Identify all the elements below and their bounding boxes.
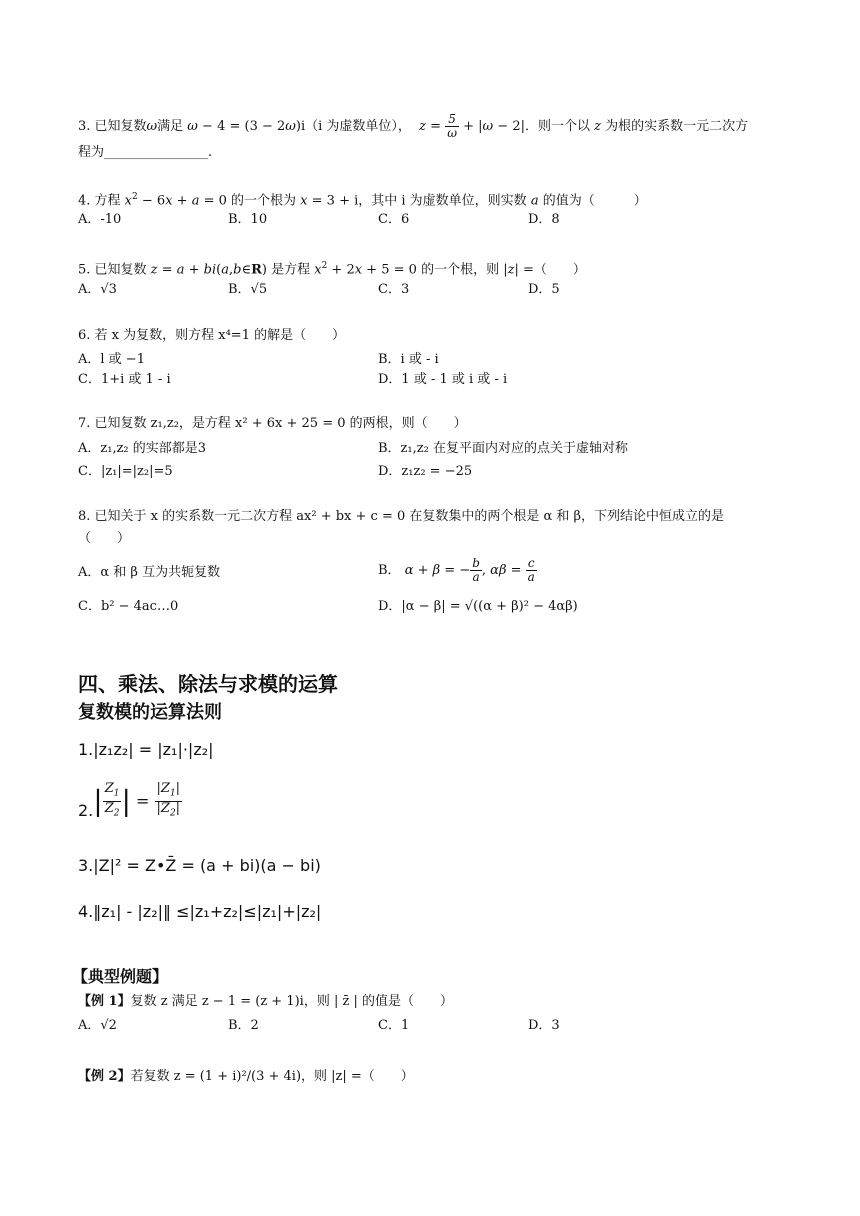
- q8-option-b[interactable]: B． α + β = − $\frac{b}{a}$ , αβ = $\frac{c}{a}$: [378, 556, 535, 584]
- question-4-stem: 4. 方程 $x^2 - 6x + a = 0$ 的一个根为 x = 3 + i，其中 i 为虚数单位，则实数 a 的值为（ ）: [78, 192, 647, 209]
- rule-4: 4.‖z₁| - |z₂|‖ ≤|z₁+z₂|≤|z₁|+|z₂|: [78, 902, 322, 921]
- example-2-label: 【例 2】: [78, 1069, 131, 1084]
- rule-3: 3.|Z|² = Z•Z̄ = (a + bi)(a − bi): [78, 856, 321, 875]
- q4-option-c[interactable]: C．6: [378, 212, 410, 227]
- q6-option-d[interactable]: D．1 或 - 1 或 i 或 - i: [378, 372, 508, 387]
- q4-option-a[interactable]: A．-10: [78, 212, 122, 227]
- question-3-line-2: 程为________________.: [78, 145, 213, 160]
- example-1-stem: 复数 z 满足 z − 1 = (z + 1)i，则 | z̄ | 的值是（ ）: [130, 994, 453, 1009]
- q8-option-a[interactable]: A．α 和 β 互为共轭复数: [78, 565, 221, 580]
- q6-option-c[interactable]: C．1+i 或 1 - i: [78, 372, 171, 387]
- q8-option-c[interactable]: C．b² − 4ac…0: [78, 599, 179, 614]
- question-6-stem: 6. 若 x 为复数，则方程 x⁴=1 的解是（ ）: [78, 328, 346, 343]
- q4-option-d[interactable]: D．8: [528, 212, 560, 227]
- example-1: [78, 993, 453, 1011]
- q4-option-b[interactable]: B．10: [228, 212, 268, 227]
- q7-option-c[interactable]: C．|z₁|=|z₂|=5: [78, 464, 173, 479]
- section-subtitle: 复数模的运算法则: [78, 702, 222, 723]
- q6-option-a[interactable]: A．l 或 −1: [78, 352, 145, 367]
- q5-option-c[interactable]: C．3: [378, 282, 410, 297]
- question-7-stem: 7. 已知复数 z₁,z₂，是方程 x² + 6x + 25 = 0 的两根，则（ ）: [78, 416, 467, 431]
- q7-option-a[interactable]: A．z₁,z₂ 的实部都是3: [78, 441, 207, 456]
- question-3-line-1: 3. 已知复数ω满足 ω − 4 = (3 − 2ω)i（i 为虚数单位）， z = $\frac{5}{\omega}$ + |ω − 2|．则一个以 z 为根的实系数一元二次方: [78, 112, 749, 140]
- question-8-paren: （ ）: [78, 531, 131, 546]
- q7-option-d[interactable]: D．z₁z₂ = −25: [378, 464, 473, 479]
- q5-option-a[interactable]: A．√3: [78, 282, 117, 297]
- ex1-option-c[interactable]: C．1: [378, 1018, 410, 1033]
- example-2: [78, 1068, 414, 1086]
- question-5-stem: 5. 已知复数 z = a + bi(a,b∈R) 是方程 $x^2 + 2x + 5 = 0$ 的一个根，则 |z| =（ ）: [78, 261, 586, 278]
- rule-2: 2.| $\frac{Z_1}{Z_2}$ | = $\frac{|Z_1|}{|Z_2|}$: [78, 781, 181, 821]
- examples-title: 【典型例题】: [72, 967, 169, 986]
- example-1-label: 【例 1】: [78, 994, 131, 1009]
- question-8-stem: 8. 已知关于 x 的实系数一元二次方程 ax² + bx + c = 0 在复数集中的两个根是 α 和 β，下列结论中恒成立的是: [78, 509, 725, 524]
- q6-option-b[interactable]: B．i 或 - i: [378, 352, 439, 367]
- q5-option-b[interactable]: B．√5: [228, 282, 268, 297]
- ex1-option-b[interactable]: B．2: [228, 1018, 259, 1033]
- q5-option-d[interactable]: D．5: [528, 282, 560, 297]
- ex1-option-a[interactable]: A．√2: [78, 1018, 117, 1033]
- q7-option-b[interactable]: B．z₁,z₂ 在复平面内对应的点关于虚轴对称: [378, 441, 628, 456]
- ex1-option-d[interactable]: D．3: [528, 1018, 560, 1033]
- q8-option-d[interactable]: D．|α − β| = √((α + β)² − 4αβ): [378, 599, 578, 614]
- section-title: 四、乘法、除法与求模的运算: [78, 672, 338, 696]
- rule-1: 1.|z₁z₂| = |z₁|·|z₂|: [78, 740, 214, 759]
- example-2-stem: 若复数 z = (1 + i)²/(3 + 4i)，则 |z| =（ ）: [130, 1069, 414, 1084]
